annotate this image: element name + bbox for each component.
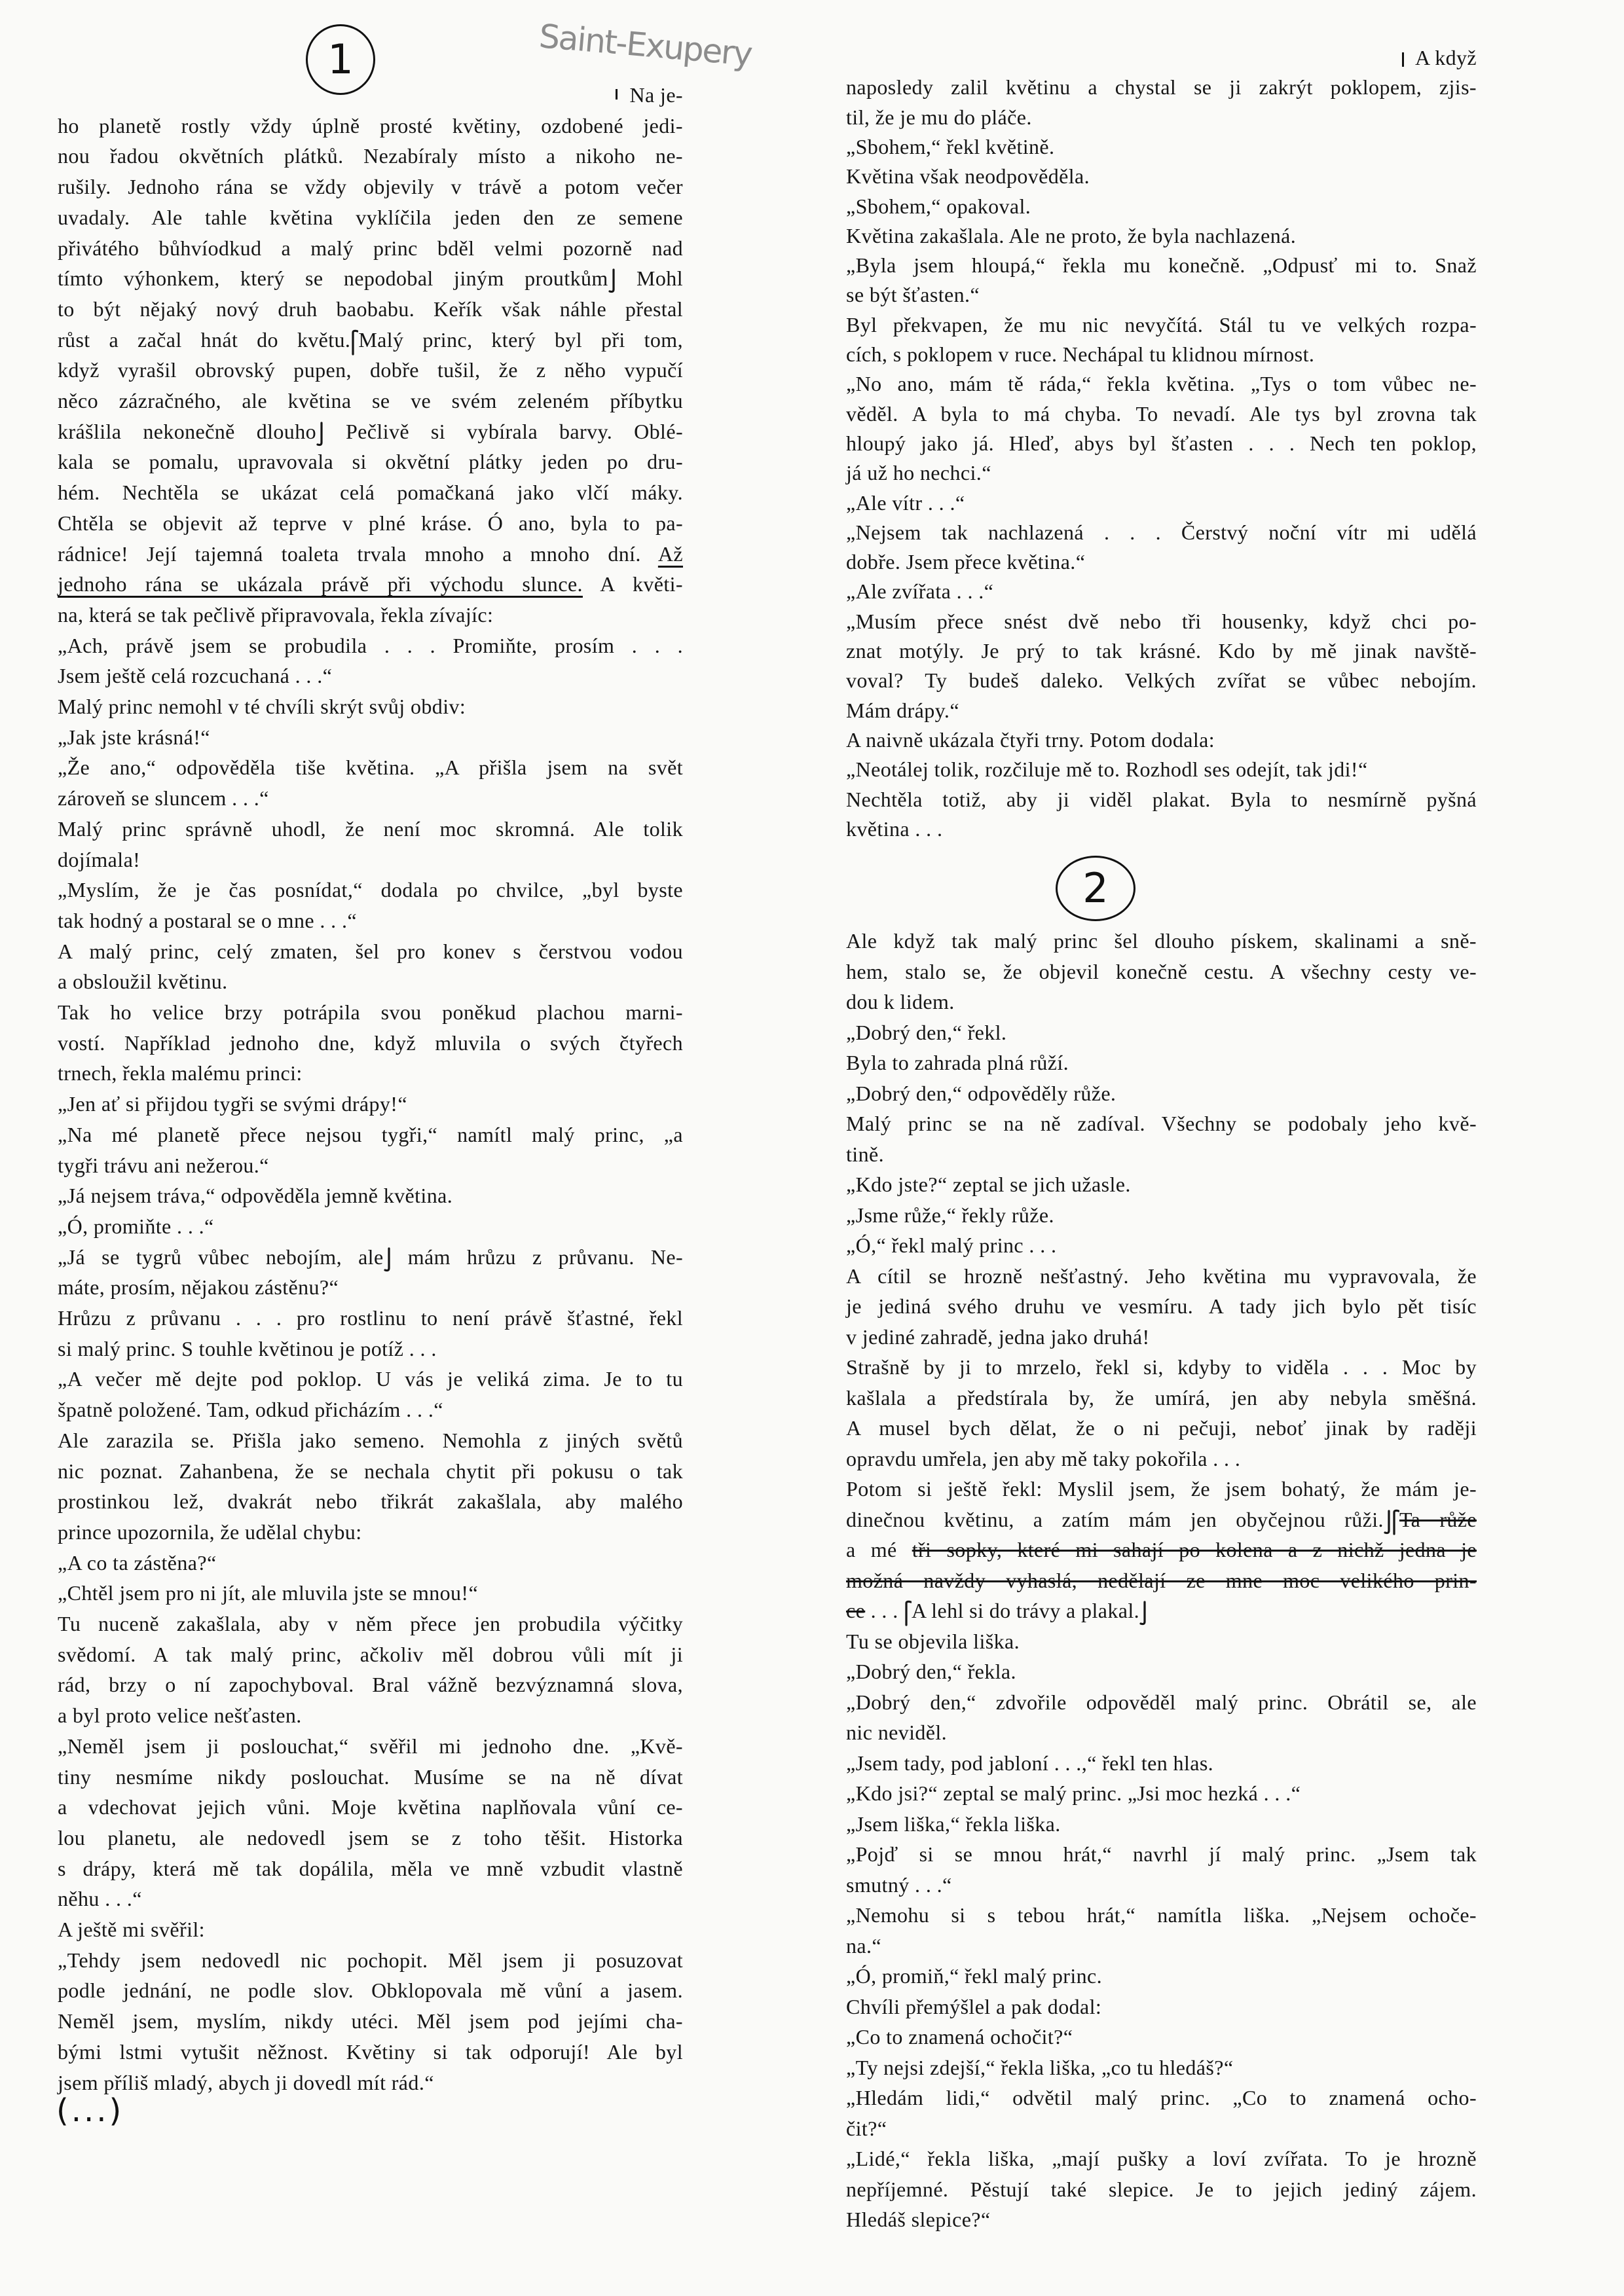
text-line: „Dobrý den,“ odpověděly růže. — [846, 1081, 1116, 1105]
text-line: Neměl jsem, myslím, nikdy utéci. Měl jsem pod jejími cha- — [58, 2009, 683, 2033]
text-line: jsem příliš mladý, abych ji dovedl mít rád.“ — [58, 2070, 434, 2094]
text-span: . . . — [865, 1599, 904, 1622]
text-line: tině. — [846, 1142, 884, 1166]
text-line: „Byla jsem hloupá,“ řekla mu konečně. „Odpusť mi to. Snaž — [846, 253, 1477, 278]
text-line: kašlala a předstírala by, že umírá, jen aby nebyla směšná. — [846, 1385, 1477, 1410]
text-line: Chtěla se objevit až teprve v plné kráse. Ó ano, byla to pa- — [58, 511, 683, 535]
text-line: „No ano, mám tě ráda,“ řekla květina. „Tys o tom vůbec ne- — [846, 372, 1477, 396]
text-line: čit?“ — [846, 2116, 887, 2140]
text-line: hem, stalo se, že objevil konečně cestu. A všechny cesty ve- — [846, 959, 1477, 983]
text-line: trnech, řekla malému princi: — [58, 1061, 303, 1085]
text-line: naposledy zalil květinu a chystal se ji zakrýt poklopem, zjis- — [846, 75, 1477, 100]
bracket-close-icon — [384, 1247, 392, 1273]
text-span: tímto výhonkem, který se nepodobal jiným proutkům — [58, 266, 608, 291]
text-line: „Jsem tady, pod jabloní . . .,“ řekl ten hlas. — [846, 1751, 1214, 1775]
text-line: A naivně ukázala čtyři trny. Potom dodala: — [846, 727, 1215, 752]
text-line: til, že je mu do pláče. — [846, 105, 1032, 129]
text-line: A malý princ, celý zmaten, šel pro konev s čerstvou vodou — [58, 939, 683, 963]
text-line: v jediné zahradě, jedna jako druhá! — [846, 1324, 1150, 1349]
text-span: dinečnou květinu, a zatím mám jen obyčejnou růži. — [846, 1507, 1384, 1531]
text-line: „Ó,“ řekl malý princ . . . — [846, 1233, 1057, 1257]
text-line: nic neviděl. — [846, 1721, 948, 1744]
text-line: máte, prosím, nějakou zástěnu?“ — [58, 1275, 339, 1300]
text-span: rádnice! Její tajemná toaleta trvala mnoho a mnoho dní. — [58, 541, 658, 566]
text-line: Byla to zahrada plná růží. — [846, 1051, 1069, 1074]
text-line: Jsem ještě celá rozcuchaná . . .“ — [58, 664, 333, 688]
text-line: „Ale zvířata . . .“ — [846, 579, 994, 604]
text-line: „Že ano,“ odpověděla tiše květina. „A přišla jsem na svět — [58, 756, 683, 780]
text-line: A ještě mi svěřil: — [58, 1918, 205, 1941]
text-line: dojímala! — [58, 847, 141, 871]
struck-text: Ta růže — [1399, 1507, 1477, 1531]
text-line: zároveň se sluncem . . .“ — [58, 786, 269, 811]
text-line: Ale zarazila se. Přišla jako semeno. Nemohla z jiných světů — [58, 1428, 683, 1452]
text-line: „Pojď si se mnou hrát,“ navrhl jí malý princ. „Jsem tak — [846, 1842, 1477, 1866]
text-line: hém. Nechtěla se ukázat celá pomačkaná jako vlčí máky. — [58, 481, 683, 505]
text-line: svědomí. A tak malý princ, ačkoliv měl dobrou vůli mít ji — [58, 1642, 683, 1666]
text-line: „Jen ať si přijdou tygři se svými drápy!“ — [58, 1092, 407, 1116]
text-line: je jediná svého druhu ve vesmíru. A tady jich bylo pět tisíc — [846, 1294, 1477, 1318]
underlined-text: jednoho rána se ukázala právě při východu slunce. — [58, 572, 583, 596]
struck-text: tři sopky, které mi sahají po kolena a z nichž jedna je — [912, 1538, 1477, 1561]
text-line: „Ale vítr . . .“ — [846, 490, 965, 515]
struck-text: ce — [846, 1599, 866, 1622]
text-line — [58, 325, 683, 355]
text-line: to být nějaký nový druh baobabu. Keřík však náhle přestal — [58, 297, 683, 321]
text-line: Malý princ správně uhodl, že není moc skromná. Ale tolik — [58, 816, 683, 841]
text-span: Mohl — [616, 266, 684, 291]
section-number-label: 1 — [327, 35, 354, 83]
text-line: dou k lidem. — [846, 990, 955, 1013]
text-span: a mé — [846, 1538, 912, 1561]
text-line: Květina však neodpověděla. — [846, 164, 1090, 189]
text-column-left — [58, 0, 683, 2252]
text-line: a byl proto velice nešťasten. — [58, 1704, 302, 1728]
text-line: Malý princ nemohl v té chvíli skrýt svůj obdiv: — [58, 695, 466, 718]
underlined-text: Až — [657, 541, 683, 566]
text-line: „Dobrý den,“ zdvořile odpověděl malý princ. Obrátil se, ale — [846, 1690, 1477, 1714]
text-line — [846, 1595, 1477, 1626]
text-line: přivátého bůhvíodkud a malý princ bděl velmi pozorně nad — [58, 236, 683, 260]
text-line: „Já nejsem tráva,“ odpověděla jemně květina. — [58, 1184, 453, 1208]
text-line: Květina zakašlala. Ale ne proto, že byla nachlazená. — [846, 223, 1297, 247]
text-line: „Kdo jsi?“ zeptal se malý princ. „Jsi moc hezká . . .“ — [846, 1781, 1301, 1805]
text-line: „Neměl jsem ji poslouchat,“ svěřil mi jednoho dne. „Kvě- — [58, 1734, 683, 1758]
text-line: Hrůzu z průvanu . . . pro rostlinu to není právě šťastné, řekl — [58, 1306, 683, 1330]
text-line: prostinkou lež, dvakrát nebo třikrát zakašlala, aby malého — [58, 1489, 683, 1514]
text-line: „Dobrý den,“ řekl. — [846, 1020, 1007, 1044]
text-line: věděl. A byla to má chyba. To nevadí. Ale tys byl zrovna tak — [846, 401, 1477, 426]
text-line: a obsloužil květinu. — [58, 970, 228, 994]
text-line — [58, 539, 683, 569]
bracket-close-icon — [316, 421, 324, 447]
text-line: tak hodný a postaral se o mne . . .“ — [58, 908, 357, 932]
text-line — [58, 416, 683, 446]
text-line: podle jednání, ne podle slov. Obklopovala mě vůní a jasem. — [58, 1978, 683, 2003]
text-span: mám hrůzu z průvanu. Ne- — [391, 1245, 684, 1269]
text-line: „Ach, právě jsem se probudila . . . Promiňte, prosím . . . — [58, 633, 683, 657]
text-line: cích, s poklopem v ruce. Nechápal tu klidnou mírnost. — [846, 342, 1315, 366]
text-line: „Ó, promiň,“ řekl malý princ. — [846, 1964, 1103, 1988]
text-line: tiny nesmíme nikdy poslouchat. Musíme se na ně dívat — [58, 1764, 683, 1789]
text-line: špatně položené. Tam, odkud přicházím . . .“ — [58, 1398, 443, 1422]
text-span: krášlila nekonečně dlouho — [58, 419, 317, 443]
text-line: já už ho nechci.“ — [846, 461, 991, 485]
text-line: „A co ta zástěna?“ — [58, 1550, 217, 1575]
text-span: Malý princ, který byl při tom, — [358, 327, 683, 352]
text-line — [846, 1565, 1477, 1595]
text-line: si malý princ. S touhle květinou je potíž . . . — [58, 1336, 437, 1360]
text-line: „Na mé planetě přece nejsou tygři,“ namítl malý princ, „a — [58, 1122, 683, 1146]
text-line: A cítil se hrozně nešťastný. Jeho květina mu vypravovala, že — [846, 1264, 1477, 1288]
text-line: „Dobrý den,“ řekla. — [846, 1660, 1016, 1683]
bracket-close-icon — [1139, 1600, 1147, 1626]
text-line: „Musím přece snést dvě nebo tři housenky, když chci po- — [846, 609, 1477, 633]
text-line: nou řadou okvětních plátků. Nezabíraly místo a nikoho ne- — [58, 144, 683, 168]
text-line: „Myslím, že je čas posnídat,“ dodala po chvilce, „byl byste — [58, 878, 683, 902]
text-line: když vyrašil obrovský pupen, dobře tušil, že z něho vypučí — [58, 358, 683, 382]
text-line: „Nemohu si s tebou hrát,“ namítla liška. „Nejsem ochoče- — [846, 1903, 1477, 1927]
text-line — [58, 1242, 683, 1272]
text-line: „Sbohem,“ opakoval. — [846, 194, 1031, 218]
text-line: nic poznat. Zahanbena, že se nechala chytit při pokusu o tak — [58, 1459, 683, 1483]
text-line: Nechtěla totiž, aby ji viděl plakat. Byla to nesmírně pyšná — [846, 787, 1477, 811]
text-line: A musel bych dělat, že o ni pečuji, neboť jinak by raději — [846, 1416, 1477, 1440]
text-line: Tak ho velice brzy potrápila svou poněkud plachou marni- — [58, 1000, 683, 1024]
text-span: růst a začal hnát do květu. — [58, 327, 351, 352]
text-line: „Chtěl jsem pro ni jít, ale mluvila jste se mnou!“ — [58, 1581, 479, 1605]
text-line: „Jsem liška,“ řekla liška. — [846, 1812, 1061, 1836]
text-line: bými lstmi vytušit něžnost. Květiny si tak odporují! Ale byl — [58, 2039, 683, 2064]
bracket-open-icon — [350, 329, 358, 355]
text-line: něco zázračného, ale květina se ve svém zeleném příbytku — [58, 389, 683, 412]
text-line: „Co to znamená ochočit?“ — [846, 2025, 1073, 2049]
text-line — [846, 1504, 1477, 1535]
text-line: hloupý jako já. Hleď, abys byl šťasten . . . Nech ten poklop, — [846, 431, 1477, 455]
text-line: dobře. Jsem přece květina.“ — [846, 550, 1086, 574]
text-line: na.“ — [846, 1933, 882, 1958]
text-line — [846, 1535, 1477, 1565]
text-line: něhu . . .“ — [58, 1887, 142, 1911]
text-line: znat motýly. Je prý to tak krásné. Kdo by mě jinak navště- — [846, 639, 1477, 663]
text-line: „Sbohem,“ řekl květině. — [846, 134, 1055, 158]
text-column-right-bottom — [846, 0, 1477, 2252]
text-line: „Lidé,“ řekla liška, „mají pušky a loví zvířata. To je hrozně — [846, 2147, 1477, 2170]
text-span: A lehl si do trávy a plakal. — [912, 1599, 1140, 1622]
handwritten-omission-mark: (...) — [56, 2092, 124, 2129]
text-line: „Kdo jste?“ zeptal se jich užasle. — [846, 1173, 1131, 1196]
bracket-open-icon — [904, 1600, 912, 1626]
text-line: „Jak jste krásná!“ — [58, 725, 210, 749]
text-line: na, která se tak pečlivě připravovala, řekla zívajíc: — [58, 602, 494, 627]
text-line: rád, brzy o ní zapochyboval. Bral vážně bezvýznamná slova, — [58, 1673, 683, 1697]
text-line: „Hledám lidi,“ odvětil malý princ. „Co to znamená ocho- — [846, 2086, 1477, 2109]
text-line: Malý princ se na ně zadíval. Všechny se podobaly jeho kvě- — [846, 1112, 1477, 1135]
text-line: květina . . . — [846, 816, 943, 841]
section-number-label: 2 — [1082, 864, 1109, 912]
text-line: rušily. Jednoho rána se vždy objevily v trávě a potom večer — [58, 175, 683, 199]
text-line: „A večer mě dejte pod poklop. U vás je veliká zima. Je to tu — [58, 1367, 683, 1391]
text-line — [58, 569, 683, 599]
text-line: „Tehdy jsem nedovedl nic pochopit. Měl jsem ji posuzovat — [58, 1948, 683, 1972]
text-line — [58, 263, 683, 293]
text-line: Tu nuceně zakašlala, aby v něm přece jen probudila výčitky — [58, 1612, 683, 1635]
text-line: Ale když tak malý princ šel dlouho pískem, skalinami a sně- — [846, 929, 1477, 953]
text-span: Pečlivě si vybírala barvy. Oblé- — [324, 419, 684, 443]
text-line: nepříjemné. Pěstují také slepice. Je to jejich jediný zájem. — [846, 2177, 1477, 2201]
text-line: Byl překvapen, že mu nic nevyčítá. Stál tu ve velkých rozpa- — [846, 312, 1477, 337]
text-line: prince upozornila, že udělal chybu: — [58, 1520, 362, 1544]
bracket-open-icon — [1392, 1509, 1399, 1535]
text-line: Tu se objevila liška. — [846, 1629, 1020, 1653]
text-span: „Já se tygrů vůbec nebojím, ale — [58, 1245, 384, 1269]
text-span: A květi- — [582, 572, 683, 596]
text-line: a vdechovat jejich vůni. Moje květina naplňovala vůní ce- — [58, 1795, 683, 1819]
text-line: Strašně by ji to mrzelo, řekl si, kdyby to viděla . . . Moc by — [846, 1355, 1477, 1379]
bracket-close-icon — [1384, 1509, 1392, 1535]
text-line: uvadaly. Ale tahle květina vyklíčila jeden den ze semene — [58, 205, 683, 229]
text-line: Mám drápy.“ — [846, 698, 959, 722]
text-line: ho planetě rostly vždy úplně prosté květiny, ozdobené jedi- — [58, 113, 683, 137]
text-line: „Nejsem tak nachlazená . . . Čerstvý noční vítr mi udělá — [846, 520, 1477, 544]
text-line-lead: Na je- — [629, 83, 683, 107]
text-line: voval? Ty budeš daleko. Velkých zvířat se vůbec nebojím. — [846, 668, 1477, 693]
text-line: s drápy, která mě tak dopálila, měla ve mně vzbudit vlastně — [58, 1856, 683, 1880]
text-line: kala se pomalu, upravovala si okvětní plátky jeden po dru- — [58, 450, 683, 474]
text-line: Potom si ještě řekl: Myslil jsem, že jsem bohatý, že mám je- — [846, 1477, 1477, 1501]
text-line: „Ty nejsi zdejší,“ řekla liška, „co tu hledáš?“ — [846, 2055, 1234, 2079]
text-line: Hledáš slepice?“ — [846, 2208, 991, 2231]
struck-text: možná navždy vyhaslá, nedělají ze mne moc velikého prin- — [846, 1568, 1477, 1592]
text-line: „Ó, promiňte . . .“ — [58, 1214, 214, 1238]
text-line: se být šťasten.“ — [846, 283, 980, 307]
handwritten-author-note: Saint-Exupery — [537, 17, 753, 74]
text-line: Chvíli přemýšlel a pak dodal: — [846, 1994, 1102, 2018]
text-line-lead: A když — [1415, 46, 1477, 69]
text-line: „Neotálej tolik, rozčiluje mě to. Rozhodl ses odejít, tak jdi!“ — [846, 757, 1368, 782]
text-line: lou planetu, ale nedovedl jsem se z toho těšit. Historka — [58, 1825, 683, 1850]
text-line: opravdu umřela, jen aby mě taky pokořila . . . — [846, 1446, 1241, 1470]
bracket-close-icon — [608, 268, 616, 294]
text-line: „Jsme růže,“ řekly růže. — [846, 1203, 1054, 1227]
text-line: smutný . . .“ — [846, 1872, 952, 1897]
text-line: tygři trávu ani nežerou.“ — [58, 1153, 269, 1177]
text-line: vostí. Například jednoho dne, když mluvila o svých čtyřech — [58, 1030, 683, 1055]
